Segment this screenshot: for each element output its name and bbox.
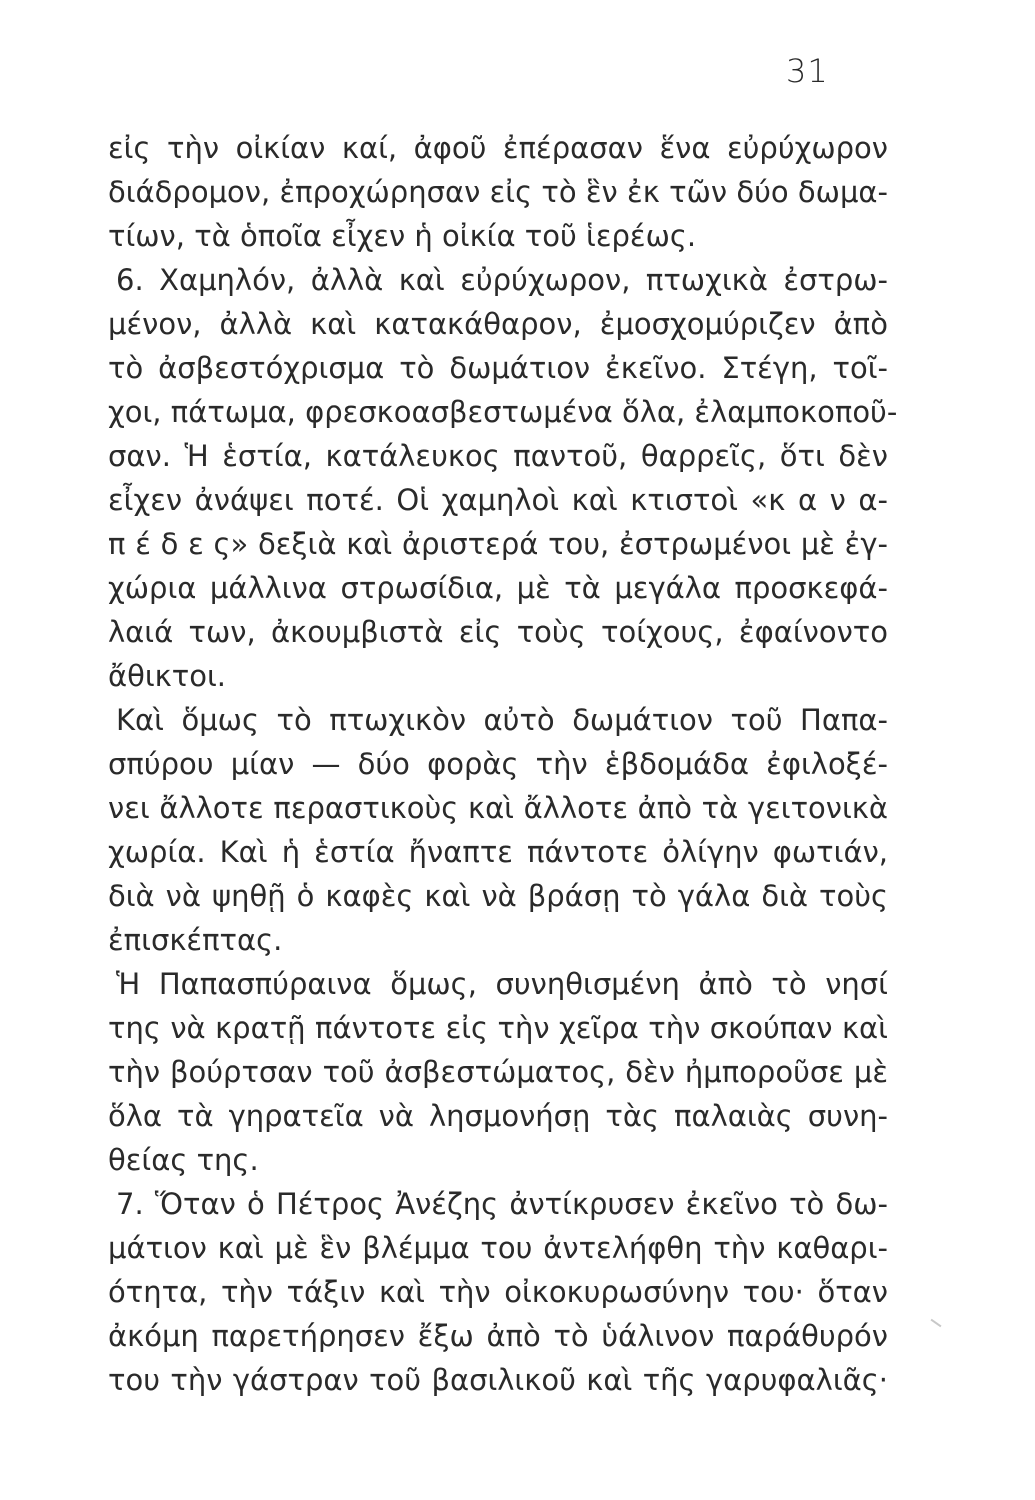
text-line: σπύρου μίαν — δύο φορὰς τὴν ἑβδομάδα ἐφιλοξέ- xyxy=(108,747,888,781)
text-line: του τὴν γάστραν τοῦ βασιλικοῦ καὶ τῆς γαρυφαλιᾶς· xyxy=(108,1363,888,1397)
text-line: διάδρομον, ἐπροχώρησαν εἰς τὸ ἓν ἐκ τῶν δύο δωμα- xyxy=(108,175,888,209)
page-number: 31 xyxy=(786,52,829,90)
text-line: νει ἄλλοτε περαστικοὺς καὶ ἄλλοτε ἀπὸ τὰ γειτονικὰ xyxy=(108,791,888,825)
text-line: εἰς τὴν οἰκίαν καί, ἀφοῦ ἐπέρασαν ἕνα εὐρύχωρον xyxy=(108,131,888,165)
text-line: ἀκόμη παρετήρησεν ἔξω ἀπὸ τὸ ὑάλινον παράθυρόν xyxy=(108,1319,888,1353)
text-line: διὰ νὰ ψηθῇ ὁ καφὲς καὶ νὰ βράσῃ τὸ γάλα διὰ τοὺς xyxy=(108,879,888,913)
text-line: π έ δ ε ς» δεξιὰ καὶ ἀριστερά του, ἐστρωμένοι μὲ ἐγ- xyxy=(108,527,888,561)
text-line: σαν. Ἡ ἑστία, κατάλευκος παντοῦ, θαρρεῖς, ὅτι δὲν xyxy=(108,439,888,473)
text-line: μάτιον καὶ μὲ ἓν βλέμμα του ἀντελήφθη τὴν καθαρι- xyxy=(108,1231,888,1265)
paper-mark xyxy=(931,1319,942,1328)
text-line: τίων, τὰ ὁποῖα εἶχεν ἡ οἰκία τοῦ ἱερέως. xyxy=(108,219,697,253)
text-line: ἐπισκέπτας. xyxy=(108,923,283,957)
text-line: Καὶ ὅμως τὸ πτωχικὸν αὐτὸ δωμάτιον τοῦ Παπα- xyxy=(116,703,888,737)
text-line: χώρια μάλλινα στρωσίδια, μὲ τὰ μεγάλα προσκεφά- xyxy=(108,571,888,605)
text-line: της νὰ κρατῇ πάντοτε εἰς τὴν χεῖρα τὴν σκούπαν καὶ xyxy=(108,1011,888,1045)
text-line: 7. Ὅταν ὁ Πέτρος Ἀνέζης ἀντίκρυσεν ἐκεῖνο τὸ δω- xyxy=(116,1187,888,1221)
text-line: λαιά των, ἀκουμβιστὰ εἰς τοὺς τοίχους, ἐφαίνοντο xyxy=(108,615,888,649)
text-line: 6. Χαμηλόν, ἀλλὰ καὶ εὐρύχωρον, πτωχικὰ ἐστρω- xyxy=(116,263,888,297)
text-line: ἄθικτοι. xyxy=(108,659,226,693)
text-line: μένον, ἀλλὰ καὶ κατακάθαρον, ἐμοσχομύριζεν ἀπὸ xyxy=(108,307,888,341)
text-line: ότητα, τὴν τάξιν καὶ τὴν οἰκοκυρωσύνην του· ὅταν xyxy=(108,1275,888,1309)
text-line: χοι, πάτωμα, φρεσκοασβεστωμένα ὅλα, ἐλαμποκοποῦ- xyxy=(108,395,898,429)
text-line: τὴν βούρτσαν τοῦ ἀσβεστώματος, δὲν ἠμποροῦσε μὲ xyxy=(108,1055,888,1089)
text-line: χωρία. Καὶ ἡ ἑστία ἤναπτε πάντοτε ὀλίγην φωτιάν, xyxy=(108,835,888,869)
text-line: ὅλα τὰ γηρατεῖα νὰ λησμονήσῃ τὰς παλαιὰς συνη- xyxy=(108,1099,888,1133)
text-line: θείας της. xyxy=(108,1143,259,1177)
text-line: Ἡ Παπασπύραινα ὅμως, συνηθισμένη ἀπὸ τὸ νησί xyxy=(116,967,888,1001)
text-line: τὸ ἀσβεστόχρισμα τὸ δωμάτιον ἐκεῖνο. Στέγη, τοῖ- xyxy=(108,351,888,385)
text-line: εἶχεν ἀνάψει ποτέ. Οἱ χαμηλοὶ καὶ κτιστοὶ «κ α ν α- xyxy=(108,483,888,517)
